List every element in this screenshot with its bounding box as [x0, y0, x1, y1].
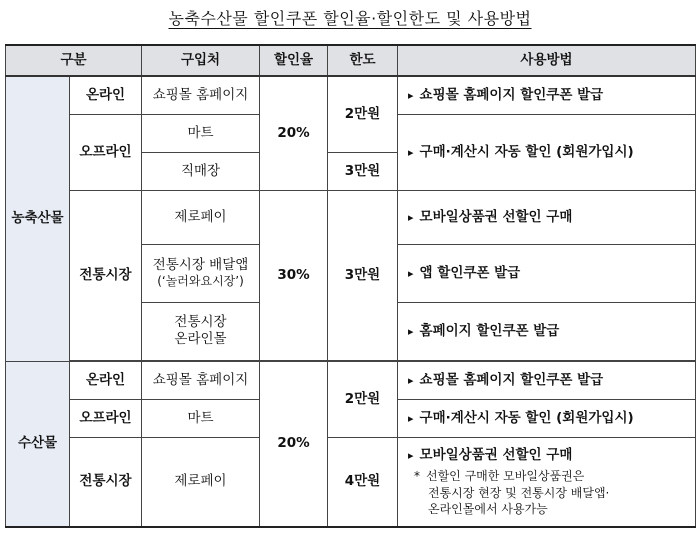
page-title: 농축수산물 할인쿠폰 할인율·할인한도 및 사용방법 [168, 9, 532, 28]
place-market-app: 전통시장 배달앱 (‘놀러와요시장’) [142, 244, 260, 302]
discount-table [5, 44, 696, 528]
triangle-right-icon: ▸ [408, 210, 414, 224]
header-category: 구분 [6, 45, 142, 76]
header-row [6, 45, 696, 76]
table-row [6, 361, 696, 399]
method-homepage-coupon: ▸ 홈페이지 할인쿠폰 발급 [398, 302, 696, 360]
cat-offline: 오프라인 [70, 114, 142, 190]
limit-4: 4만원 [328, 437, 398, 527]
method-auto-discount: ▸ 구매·계산시 자동 할인 (회원가입시) [398, 399, 696, 437]
triangle-right-icon: ▸ [408, 266, 414, 280]
method-mobile-voucher-note: ▸ 모바일상품권 선할인 구매 * 선할인 구매한 모바일상품권은 전통시장 현장 및 전통시장 배달앱· 온라인몰에서 사용가능 [398, 437, 696, 527]
cat-market: 전통시장 [70, 190, 142, 360]
cat-market: 전통시장 [70, 437, 142, 527]
limit-2: 2만원 [328, 76, 398, 152]
table-row [6, 437, 696, 527]
rate-20: 20% [260, 76, 328, 190]
group-agri: 농축산물 [6, 76, 70, 361]
place-direct: 직매장 [142, 152, 260, 190]
triangle-right-icon: ▸ [408, 373, 414, 387]
place-zeropay: 제로페이 [142, 437, 260, 527]
method-app-coupon: ▸ 앱 할인쿠폰 발급 [398, 244, 696, 302]
cat-offline: 오프라인 [70, 399, 142, 437]
method-coupon-issue: ▸ 쇼핑몰 홈페이지 할인쿠폰 발급 [398, 76, 696, 114]
place-zeropay: 제로페이 [142, 190, 260, 244]
method-auto-discount: ▸ 구매·계산시 자동 할인 (회원가입시) [398, 114, 696, 190]
method-coupon-issue: ▸ 쇼핑몰 홈페이지 할인쿠폰 발급 [398, 361, 696, 399]
place-mall-home: 쇼핑몰 홈페이지 [142, 361, 260, 399]
limit-3: 3만원 [328, 152, 398, 190]
triangle-right-icon: ▸ [408, 448, 414, 462]
triangle-right-icon: ▸ [408, 145, 414, 159]
cat-online: 온라인 [70, 76, 142, 114]
limit-2: 2만원 [328, 361, 398, 437]
cat-online: 온라인 [70, 361, 142, 399]
group-sea: 수산물 [6, 361, 70, 527]
place-mart: 마트 [142, 114, 260, 152]
footnote: * 선할인 구매한 모바일상품권은 전통시장 현장 및 전통시장 배달앱· 온라인몰에서 사용가능 [414, 469, 610, 516]
place-mall-home: 쇼핑몰 홈페이지 [142, 76, 260, 114]
rate-30: 30% [260, 190, 328, 360]
triangle-right-icon: ▸ [408, 324, 414, 338]
header-limit: 한도 [328, 45, 398, 76]
table-row [6, 76, 696, 114]
rate-20: 20% [260, 361, 328, 527]
triangle-right-icon: ▸ [408, 411, 414, 425]
limit-3: 3만원 [328, 190, 398, 360]
place-mart: 마트 [142, 399, 260, 437]
place-market-online: 전통시장 온라인몰 [142, 302, 260, 360]
header-method: 사용방법 [398, 45, 696, 76]
table-row [6, 190, 696, 244]
header-place: 구입처 [142, 45, 260, 76]
method-mobile-voucher: ▸ 모바일상품권 선할인 구매 [398, 190, 696, 244]
triangle-right-icon: ▸ [408, 88, 414, 102]
header-rate: 할인율 [260, 45, 328, 76]
